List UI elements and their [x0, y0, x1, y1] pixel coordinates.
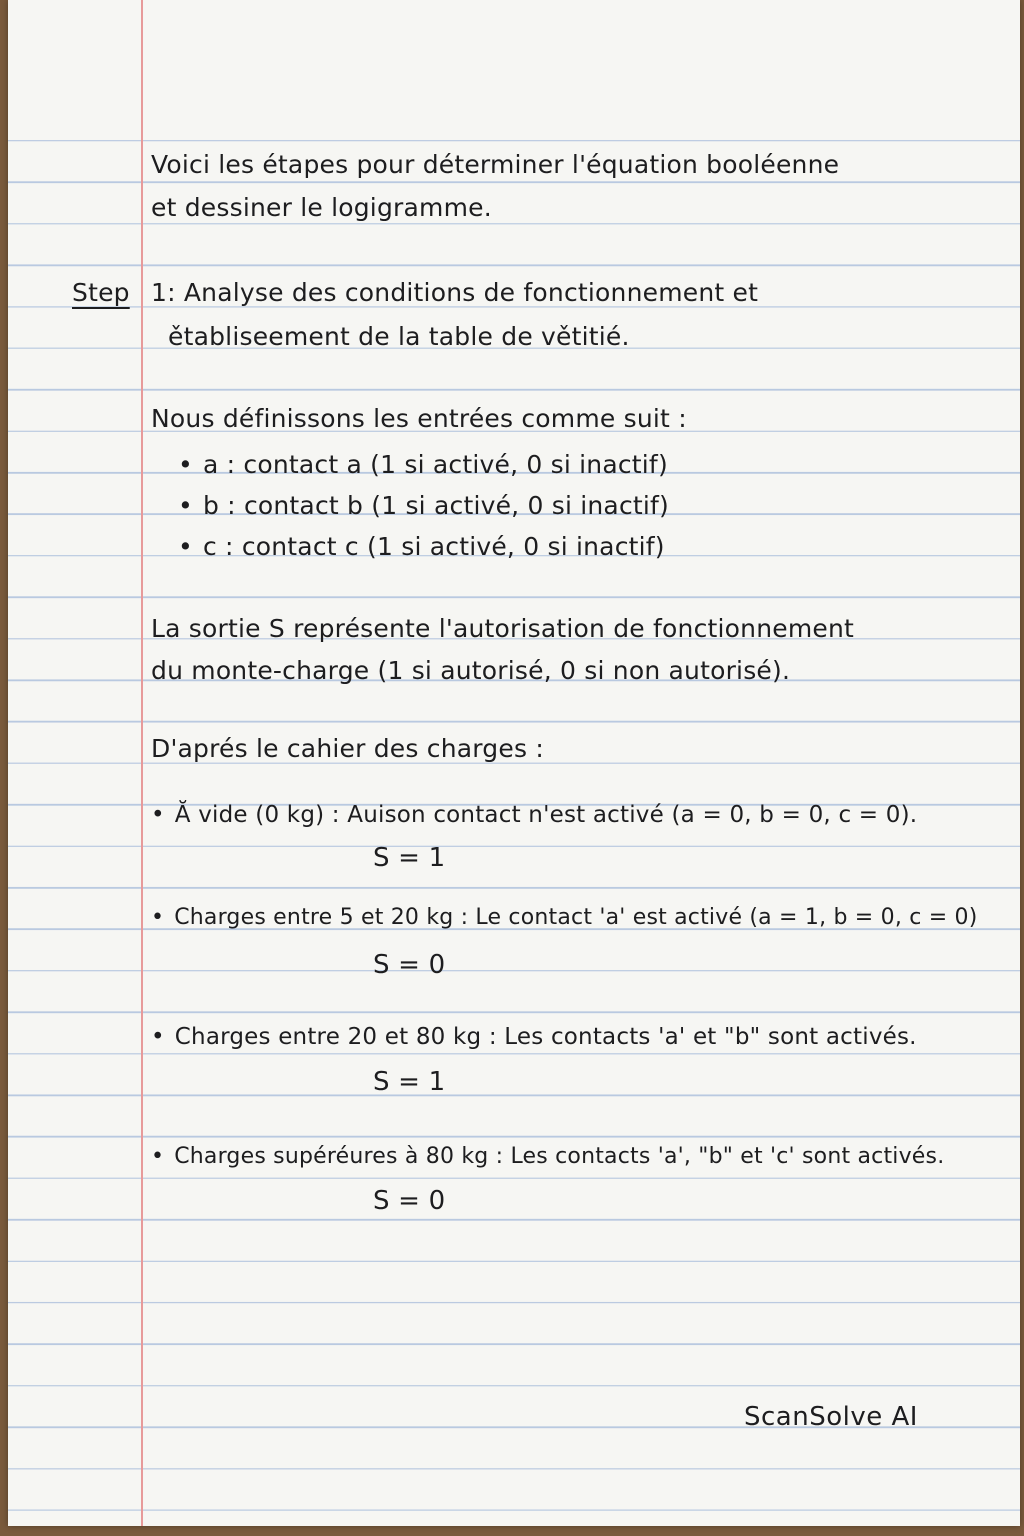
- list-item: [178, 450, 668, 479]
- output-line-2: du monte-charge (1 si autorisé, 0 si non autorisé).: [151, 656, 791, 685]
- case-20-80kg: [151, 1024, 917, 1050]
- case-over-80kg-text: Charges supéréures à 80 kg : Les contacts 'a', "b" et 'c' sont activés.: [174, 1144, 945, 1169]
- bullet-point: •: [151, 802, 165, 828]
- bullet-point: •: [178, 450, 193, 479]
- inputs-heading: Nous définissons les entrées comme suit :: [151, 404, 687, 433]
- input-b-definition: b : contact b (1 si activé, 0 si inactif): [202, 491, 669, 520]
- intro-line-1: Voici les étapes pour déterminer l'équation booléenne: [151, 150, 840, 179]
- case-over-80kg: [151, 1144, 944, 1169]
- step-1-title-line-1: 1: Analyse des conditions de fonctionnement et: [151, 278, 759, 307]
- case-empty-text: Ă vide (0 kg) : Auison contact n'est activé (a = 0, b = 0, c = 0).: [174, 802, 918, 828]
- case-20-80kg-result: S = 1: [373, 1067, 446, 1097]
- specs-heading: D'aprés le cahier des charges :: [151, 734, 544, 763]
- bullet-point: •: [151, 905, 165, 930]
- output-line-1: La sortie S représente l'autorisation de fonctionnement: [151, 614, 855, 643]
- scansolve-signature: ScanSolve AI: [744, 1402, 918, 1432]
- bullet-point: •: [151, 1024, 165, 1050]
- page-top-blank-area: [8, 0, 1020, 138]
- bullet-point: •: [178, 532, 193, 561]
- notebook-page: [8, 0, 1020, 1526]
- case-5-20kg-text: Charges entre 5 et 20 kg : Le contact 'a' est activé (a = 1, b = 0, c = 0): [174, 905, 978, 930]
- list-item: [178, 532, 665, 561]
- step-label: Step: [72, 278, 130, 307]
- case-5-20kg-result: S = 0: [373, 950, 446, 980]
- step-1-title-line-2: ětabliseement de la table de větitié.: [168, 322, 630, 351]
- case-5-20kg: [151, 905, 978, 930]
- bullet-point: •: [151, 1144, 165, 1169]
- intro-line-2: et dessiner le logigramme.: [151, 193, 492, 222]
- case-empty-result: S = 1: [373, 843, 446, 873]
- case-over-80kg-result: S = 0: [373, 1186, 446, 1216]
- list-item: [178, 491, 669, 520]
- input-a-definition: a : contact a (1 si activé, 0 si inactif): [202, 450, 668, 479]
- bullet-point: •: [178, 491, 193, 520]
- red-margin-line: [141, 0, 143, 1526]
- case-20-80kg-text: Charges entre 20 et 80 kg : Les contacts 'a' et "b" sont activés.: [174, 1024, 917, 1050]
- case-empty: [151, 802, 917, 828]
- input-c-definition: c : contact c (1 si activé, 0 si inactif): [202, 532, 665, 561]
